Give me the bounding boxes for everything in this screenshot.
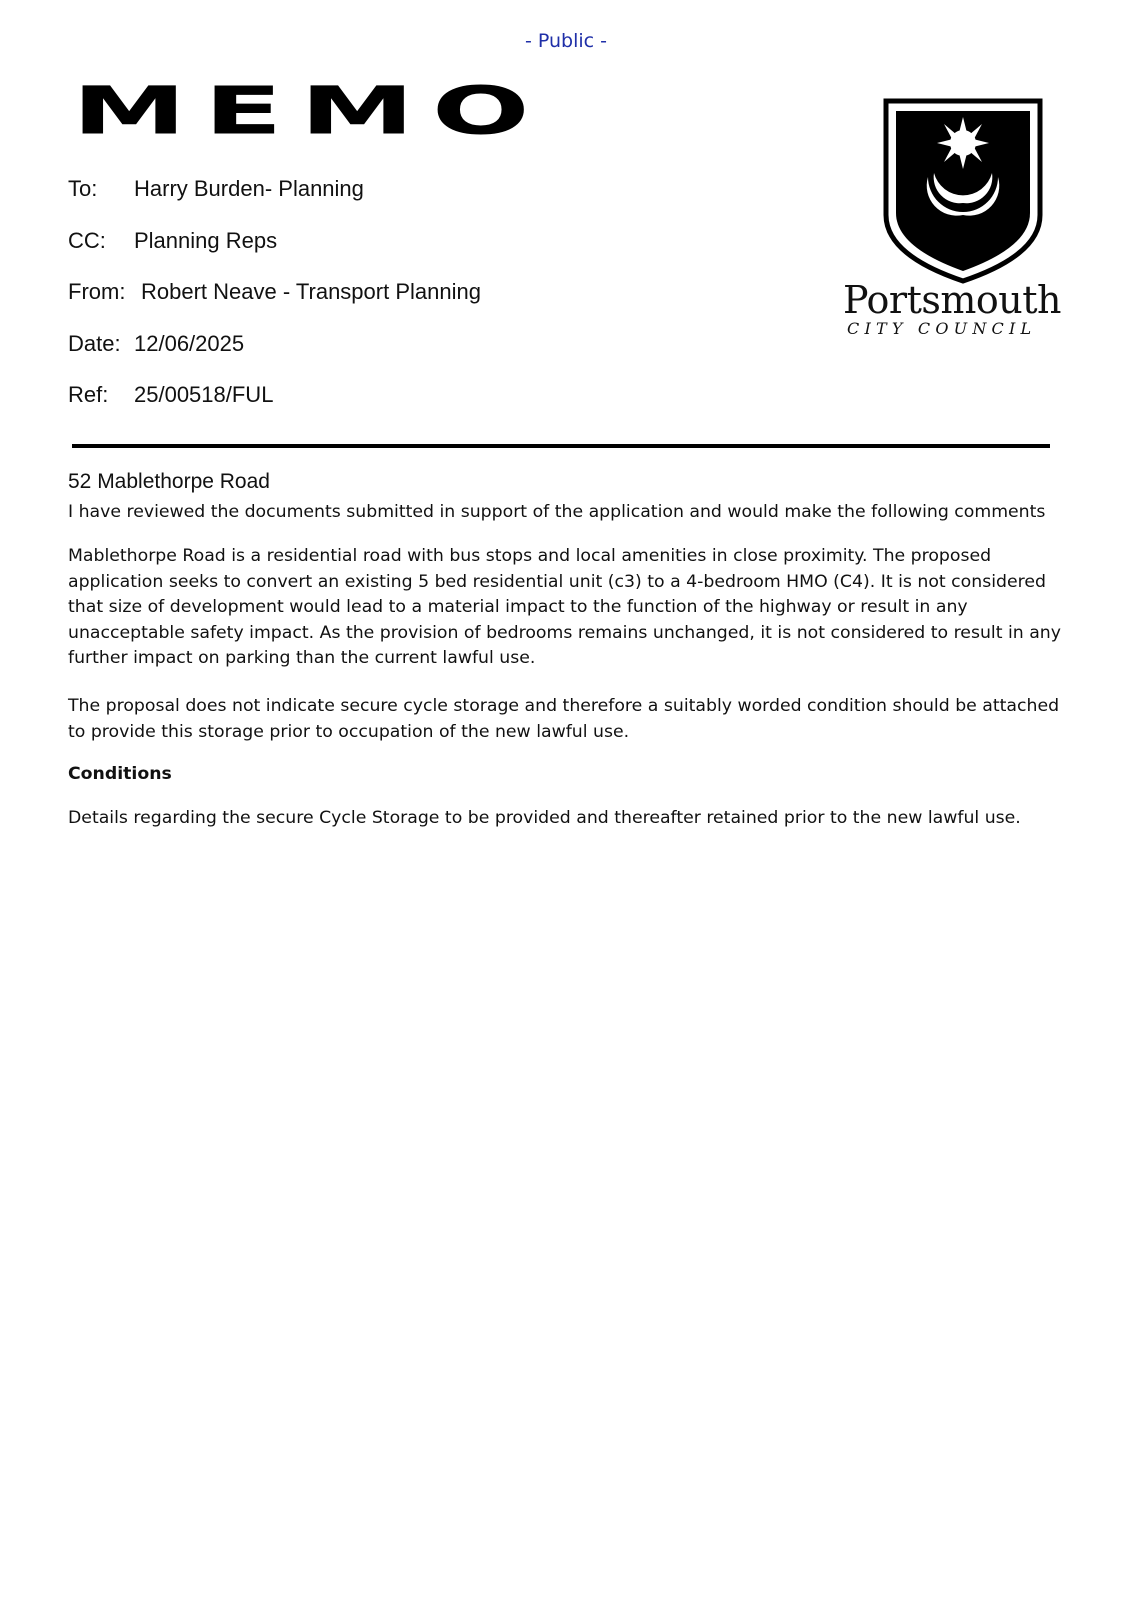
to-row xyxy=(68,176,364,202)
ref-row xyxy=(68,382,274,408)
cc-row xyxy=(68,228,278,254)
from-value: Robert Neave - Transport Planning xyxy=(141,279,481,304)
ref-value: 25/00518/FUL xyxy=(134,382,274,407)
conditions-text: Details regarding the secure Cycle Storage to be provided and thereafter retained prior to the new lawful use. xyxy=(68,808,1021,828)
paragraph-assessment: Mablethorpe Road is a residential road with bus stops and local amenities in close proximity. The proposed application seeks to convert an existing 5 bed residential unit (c3) to a 4-bedroom HMO (C4). It is not considered that size of development would lead to a material impact to the function of the highway or result in any unacceptable safety impact. As the provision of bedrooms remains unchanged, it is not considered to result in any further impact on parking than the current lawful use. xyxy=(68,546,1061,669)
from-label: From: xyxy=(68,279,126,304)
ref-label: Ref: xyxy=(68,382,109,407)
header-divider xyxy=(72,444,1050,448)
paragraph-cycle-storage: The proposal does not indicate secure cycle storage and therefore a suitably worded condition should be attached to provide this storage prior to occupation of the new lawful use. xyxy=(68,696,1060,742)
shield-crest-icon xyxy=(858,95,1068,285)
paragraph-intro: I have reviewed the documents submitted in support of the application and would make the following comments xyxy=(68,502,1046,522)
memo-title: MEMO xyxy=(72,72,548,150)
date-value: 12/06/2025 xyxy=(134,331,245,356)
date-label: Date: xyxy=(68,331,121,356)
conditions-heading: Conditions xyxy=(68,764,172,784)
classification-label: - Public - xyxy=(524,30,608,52)
to-label: To: xyxy=(68,176,98,201)
cc-value: Planning Reps xyxy=(134,228,278,253)
logo-name: Portsmouth xyxy=(843,278,1061,322)
to-value: Harry Burden- Planning xyxy=(134,176,364,201)
date-row xyxy=(68,331,245,357)
subject-line: 52 Mablethorpe Road xyxy=(68,470,270,493)
from-row xyxy=(68,279,481,305)
cc-label: CC: xyxy=(68,228,106,253)
logo-subtitle: CITY COUNCIL xyxy=(847,319,1037,338)
